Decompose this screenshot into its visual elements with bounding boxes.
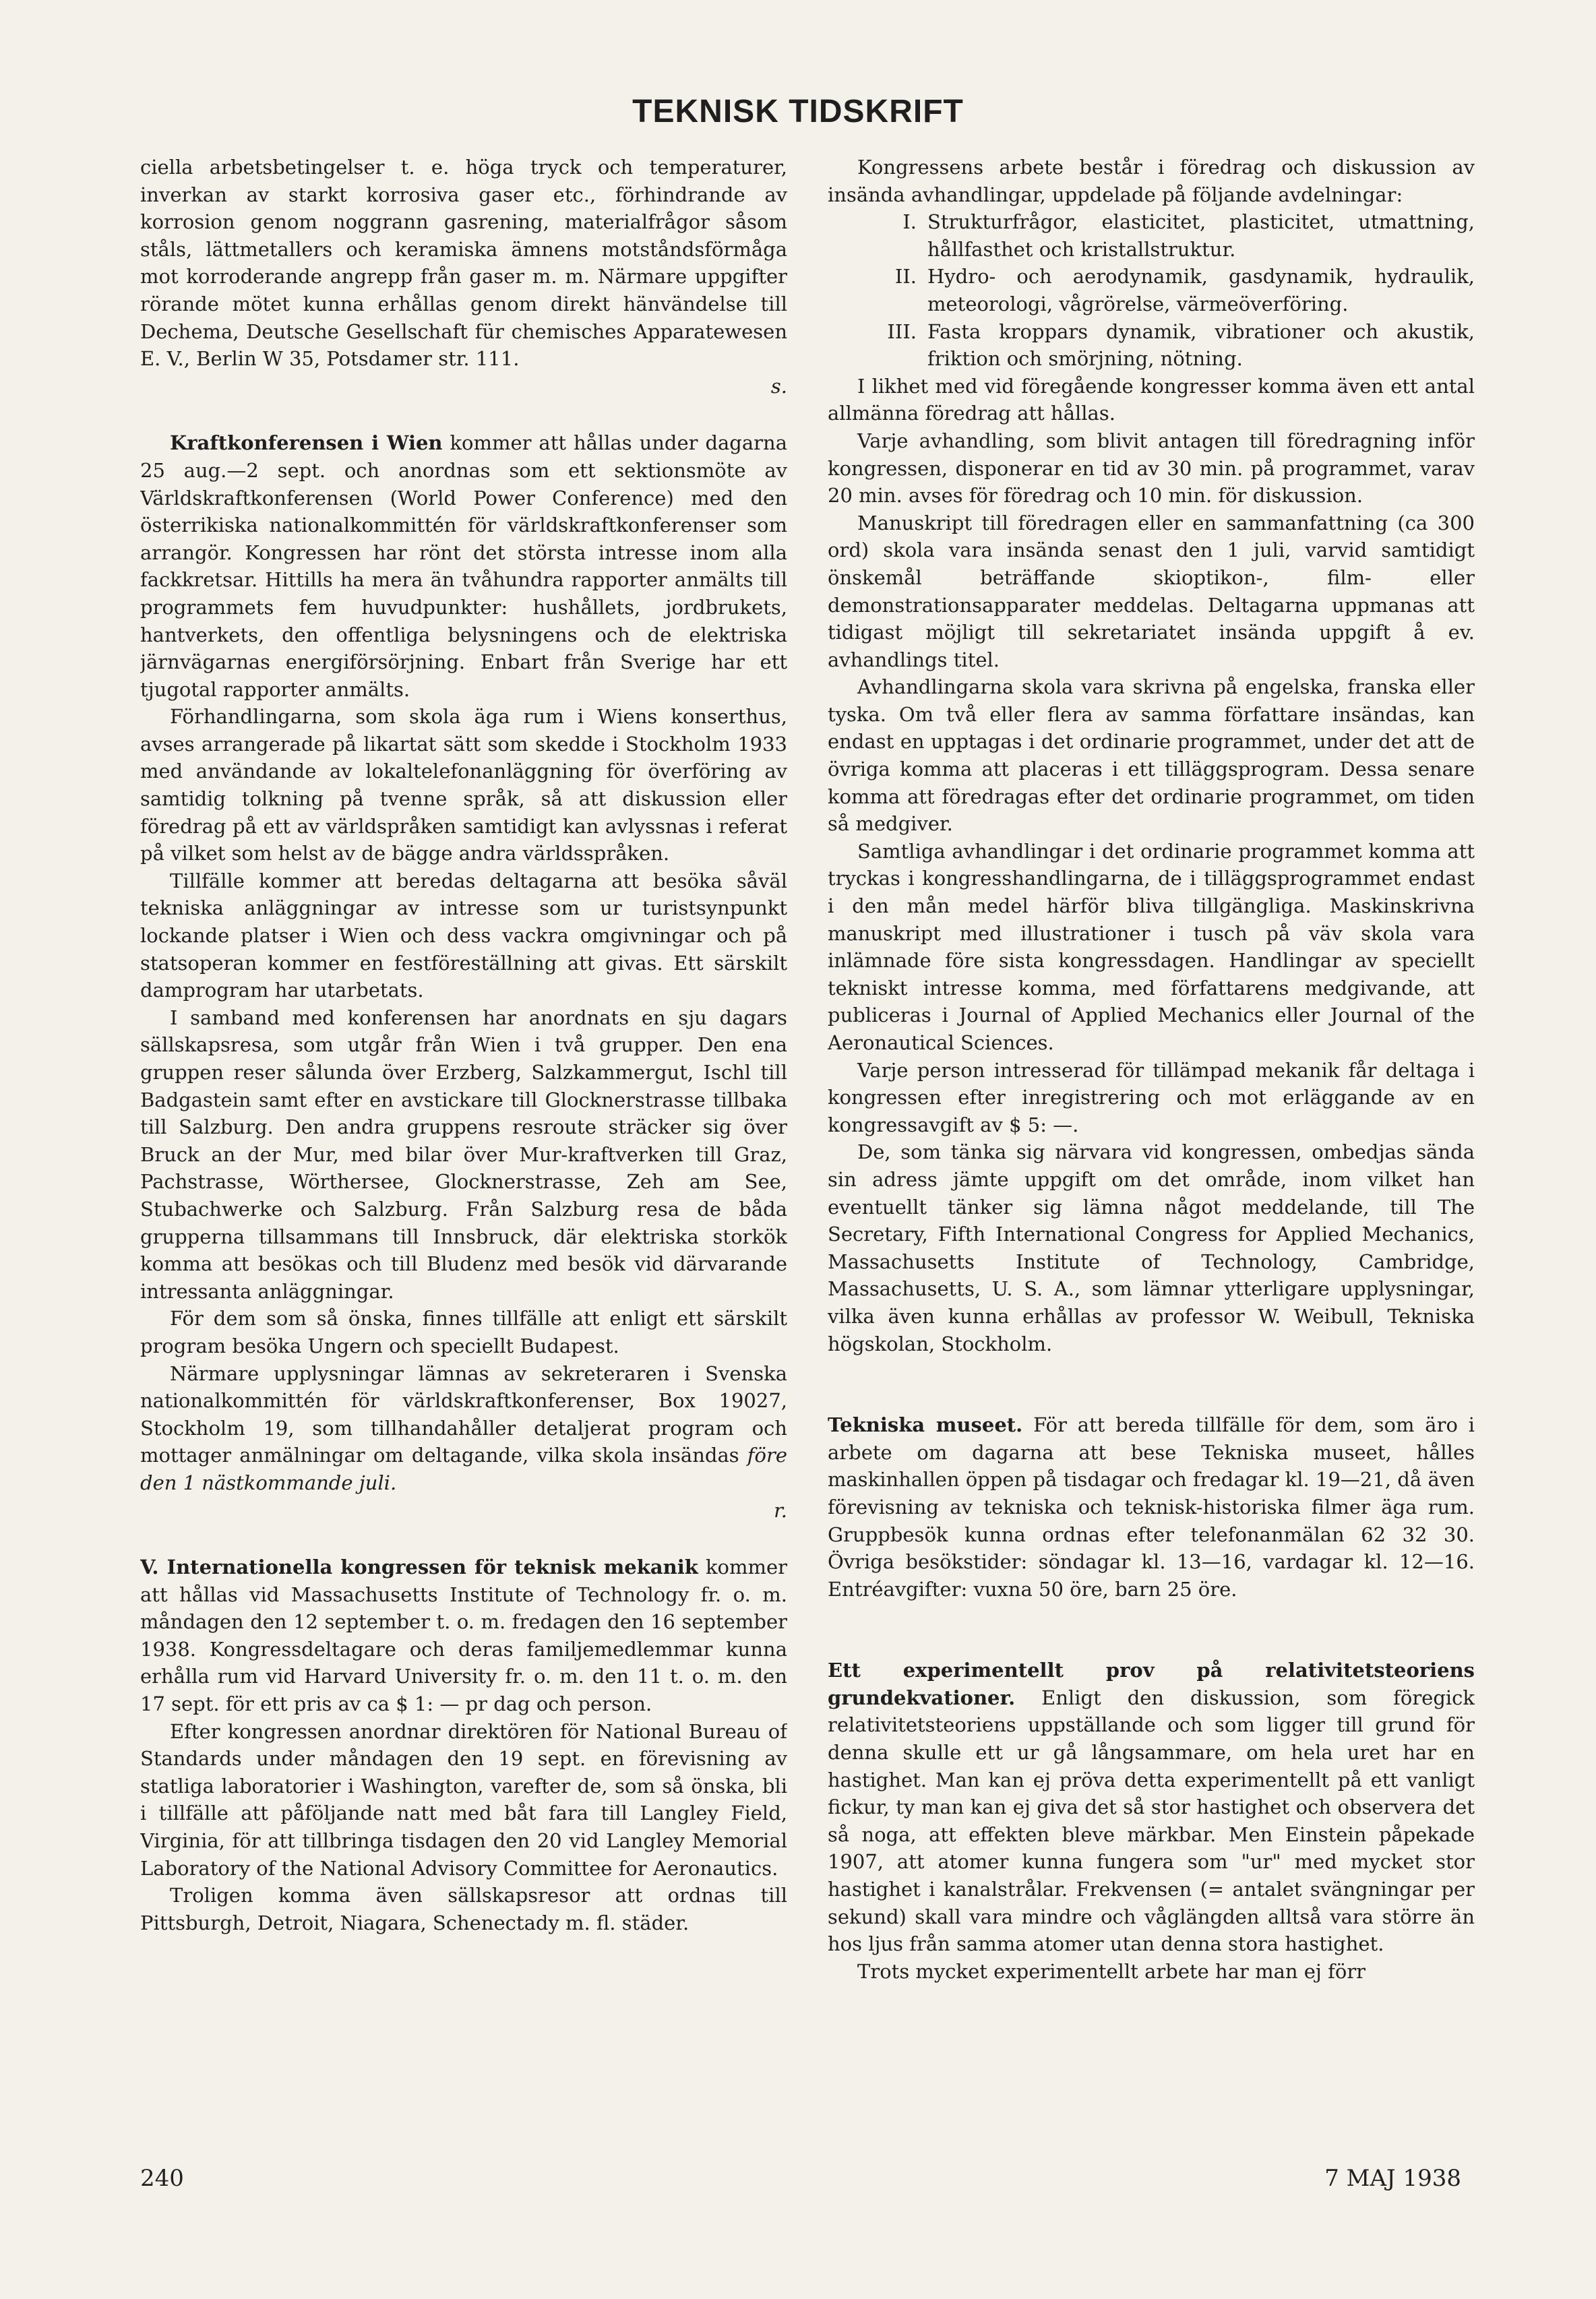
paragraph — [140, 1360, 787, 1497]
page-number: 240 — [140, 2165, 184, 2192]
paragraph: Trots mycket experimentellt arbete har man ej förr — [857, 1959, 1366, 1983]
author-signature: s. — [770, 374, 787, 398]
paragraph: Troligen komma även sällskapsresor att ordnas till Pittsburgh, Detroit, Niagara, Schenectady m. fl. städer. — [140, 1884, 787, 1934]
paragraph: Kongressens arbete består i föredrag och diskussion av insända avhandlingar, uppdelade på följande avdelningar: — [828, 156, 1475, 206]
article-relativitet — [828, 1657, 1475, 1958]
paragraph: Efter kongressen anordnar direktören för National Bureau of Standards under måndagen den 19 sept. en förevisning av statliga laboratorier i Washington, varefter de, som så önska, bli i tillfälle att påföljande natt med båt fara till Langley Field, Virginia, för att tillbringa tisdagen den 20 vid Langley Memorial Laboratory of the National Advisory Committee for Aeronautics. — [140, 1719, 787, 1880]
list-item — [828, 208, 1475, 263]
article-tekniska-museet — [828, 1411, 1475, 1603]
list-text: Fasta kroppars dynamik, vibrationer och akustik, friktion och smörjning, nötning. — [927, 319, 1475, 371]
article-heading: Ett experimentellt prov på relativitetsteoriens grundekvationer. — [828, 1659, 1475, 1709]
paragraph-text: Närmare upplysningar lämnas av sekreteraren i Svenska nationalkommittén för världskraftkonferenser, Box 19027, Stockholm 19, som tillhandahåller detaljerat program och mottager anmälningar om deltagande, vilka skola insändas — [140, 1361, 787, 1467]
paragraph: I samband med konferensen har anordnats en sju dagars sällskapsresa, som utgår från Wien i två grupper. Den ena gruppen reser sålunda över Erzberg, Salzkammergut, Ischl till Badgastein samt efter en avstickare till Glocknerstrasse tillbaka till Salzburg. Den andra gruppens resroute sträcker sig över Bruck an der Mur, med bilar över Mur-kraftverken till Graz, Pachstrasse, Wörthersee, Glocknerstrasse, Zeh am See, Stubachwerke och Salzburg. Från Salzburg resa de båda grupperna tillsammans till Innsbruck, där elektriska storkök komma att besökas och till Bludenz med besök vid därvarande intressanta anläggningar. — [140, 1006, 787, 1303]
journal-title: TEKNISK TIDSKRIFT — [632, 94, 964, 129]
paragraph-italic: före den 1 nästkommande juli. — [140, 1444, 787, 1494]
paragraph: De, som tänka sig närvara vid kongressen, ombedjas sända sin adress jämte uppgift om det område, inom vilket han eventuellt tänker sig lämna något meddelande, till The Secretary, Fifth International Congress for Applied Mechanics, Massachusetts Institute of Technology, Cambridge, Massachusetts, U. S. A., som lämnar ytterligare upplysningar, vilka även kunna erhållas av professor W. Weibull, Tekniska högskolan, Stockholm. — [828, 1140, 1475, 1355]
right-column — [828, 154, 1475, 2149]
list-text: Hydro- och aerodynamik, gasdynamik, hydraulik, meteorologi, vågrörelse, värmeöverföring. — [927, 265, 1475, 315]
paragraph: För dem som så önska, finnes tillfälle att enligt ett särskilt program besöka Ungern och speciellt Budapest. — [140, 1307, 787, 1357]
article-heading: V. Internationella kongressen för teknisk mekanik — [140, 1556, 698, 1579]
paragraph-text: kommer att hållas under dagarna 25 aug.—2 sept. och anordnas som ett sektionsmöte av Världskraftkonferensen (World Power Conference) med den österrikiska nationalkommittén för världskraftkonferenser som arrangör. Kongressen har rönt det största intresse inom alla fackkretsar. Hittills ha mera än tvåhundra rapporter anmälts till programmets fem huvudpunkter: hushållets, jordbrukets, hantverkets, den offentliga belysningens och de elektriska järnvägarnas energiförsörjning. Enbart från Sverige har ett tjugotal rapporter anmälts. — [140, 431, 787, 701]
paragraph: ciella arbetsbetingelser t. e. höga tryck och temperaturer, inverkan av starkt korrosiva gaser etc., förhindrande av korrosion genom noggrann gasrening, materialfrågor såsom ståls, lättmetallers och keramiska ämnens motståndsförmåga mot korroderande angrepp från gaser m. m. Närmare uppgifter rörande mötet kunna erhållas genom direkt hänvändelse till Dechema, Deutsche Gesellschaft für chemisches Apparatewesen E. V., Berlin W 35, Potsdamer str. 111. — [140, 156, 787, 371]
paragraph: Manuskript till föredragen eller en sammanfattning (ca 300 ord) skola vara insända senast den 1 juli, varvid samtidigt önskemål beträffande skioptikon-, film- eller demonstrationsapparater meddelas. Deltagarna uppmanas att tidigast möjligt till sekretariatet insända uppgift å ev. avhandlings titel. — [828, 511, 1475, 671]
article-heading: Tekniska museet. — [828, 1413, 1023, 1437]
paragraph: Samtliga avhandlingar i det ordinarie programmet komma att tryckas i kongresshandlingarna, de i tilläggsprogrammet endast i den mån medel härför bliva tillgängliga. Maskinskrivna manuskript med illustrationer i tusch på väv skola vara inlämnade före sista kongressdagen. Handlingar av speciellt tekniskt intresse komma, med författarens medgivande, att publiceras i Journal of Applied Mechanics eller Journal of the Aeronautical Sciences. — [828, 839, 1475, 1054]
paragraph: Varje person intresserad för tillämpad mekanik får deltaga i kongressen efter inregistrering och mot erläggande av en kongressavgift av $ 5: —. — [828, 1058, 1475, 1136]
list-number: III. — [887, 319, 917, 343]
list-item — [828, 318, 1475, 373]
paragraph: Tillfälle kommer att beredas deltagarna att besöka såväl tekniska anläggningar av intresse som ur turistsynpunkt lockande platser i Wien och dess vackra omgivningar och på statsoperan kommer en festföreställning att givas. Ett särskilt damprogram har utarbetats. — [140, 869, 787, 1002]
paragraph: Varje avhandling, som blivit antagen till föredragning inför kongressen, disponerar en tid av 30 min. på programmet, varav 20 min. avses för föredrag och 10 min. för diskussion. — [828, 429, 1475, 508]
author-signature: r. — [774, 1498, 787, 1522]
paragraph: I likhet med vid föregående kongresser komma även ett antal allmänna föredrag att hållas. — [828, 374, 1475, 425]
list-number: I. — [902, 210, 917, 234]
article-mekanik — [140, 1554, 787, 1718]
left-column — [140, 154, 787, 2149]
paragraph-text: För att bereda tillfälle för dem, som äro i arbete om dagarna att bese Tekniska museet, hålles maskinhallen öppen på tisdagar och fredagar kl. 19—21, då även förevisning av tekniska och teknisk-historiska filmer äga rum. Gruppbesök kunna ordnas efter telefonanmälan 62 32 30. Övriga besökstider: söndagar kl. 13—16, vardagar kl. 12—16. Entréavgifter: vuxna 50 öre, barn 25 öre. — [828, 1413, 1475, 1601]
article-kraftkonferensen — [140, 429, 787, 703]
list-text: Strukturfrågor, elasticitet, plasticitet, utmattning, hållfasthet och kristallstruktur. — [927, 210, 1475, 261]
list-item — [828, 263, 1475, 317]
paragraph: Avhandlingarna skola vara skrivna på engelska, franska eller tyska. Om två eller flera av samma författare insändas, kan endast en upptagas i det ordinarie programmet, under det att de övriga komma att placeras i ett tilläggsprogram. Dessa senare komma att föredragas efter det ordinarie programmet, om tiden så medgiver. — [828, 675, 1475, 836]
issue-date: 7 MAJ 1938 — [1324, 2165, 1461, 2192]
paragraph: Förhandlingarna, som skola äga rum i Wiens konserthus, avses arrangerade på likartat sätt som skedde i Stockholm 1933 med användande av lokaltelefonanläggning för överföring av samtidig tolkning på tvenne språk, så att diskussion eller föredrag på ett av världspråken samtidigt kan avlyssnas i referat på vilket som helst av de bägge andra världsspråken. — [140, 705, 787, 865]
article-heading: Kraftkonferensen i Wien — [170, 431, 443, 455]
paragraph-text: Enligt den diskussion, som föregick relativitetsteoriens uppställande och som ligger till grund för denna skulle ett ur gå långsammare, om hela uret har en hastighet. Man kan ej pröva detta experimentellt på ett vanligt fickur, ty man kan ej giva det så stor hastighet och observera det så noga, att effekten bleve märkbar. Men Einstein påpekade 1907, att atomer kunna fungera som "ur" med mycket stor hastighet i kanalstrålar. Frekvensen (= antalet svängningar per sekund) skall vara mindre och våglängden alltså vara större än hos ljus från samma atomer utan denna stora hastighet. — [828, 1686, 1475, 1956]
paragraph-text: kommer att hållas vid Massachusetts Institute of Technology fr. o. m. måndagen den 12 september t. o. m. fredagen den 16 september 1938. Kongressdeltagare och deras familjemedlemmar kunna erhålla rum vid Harvard University fr. o. m. den 11 t. o. m. den 17 sept. för ett pris av ca $ 1: — pr dag och person. — [140, 1556, 787, 1716]
list-number: II. — [894, 265, 917, 288]
